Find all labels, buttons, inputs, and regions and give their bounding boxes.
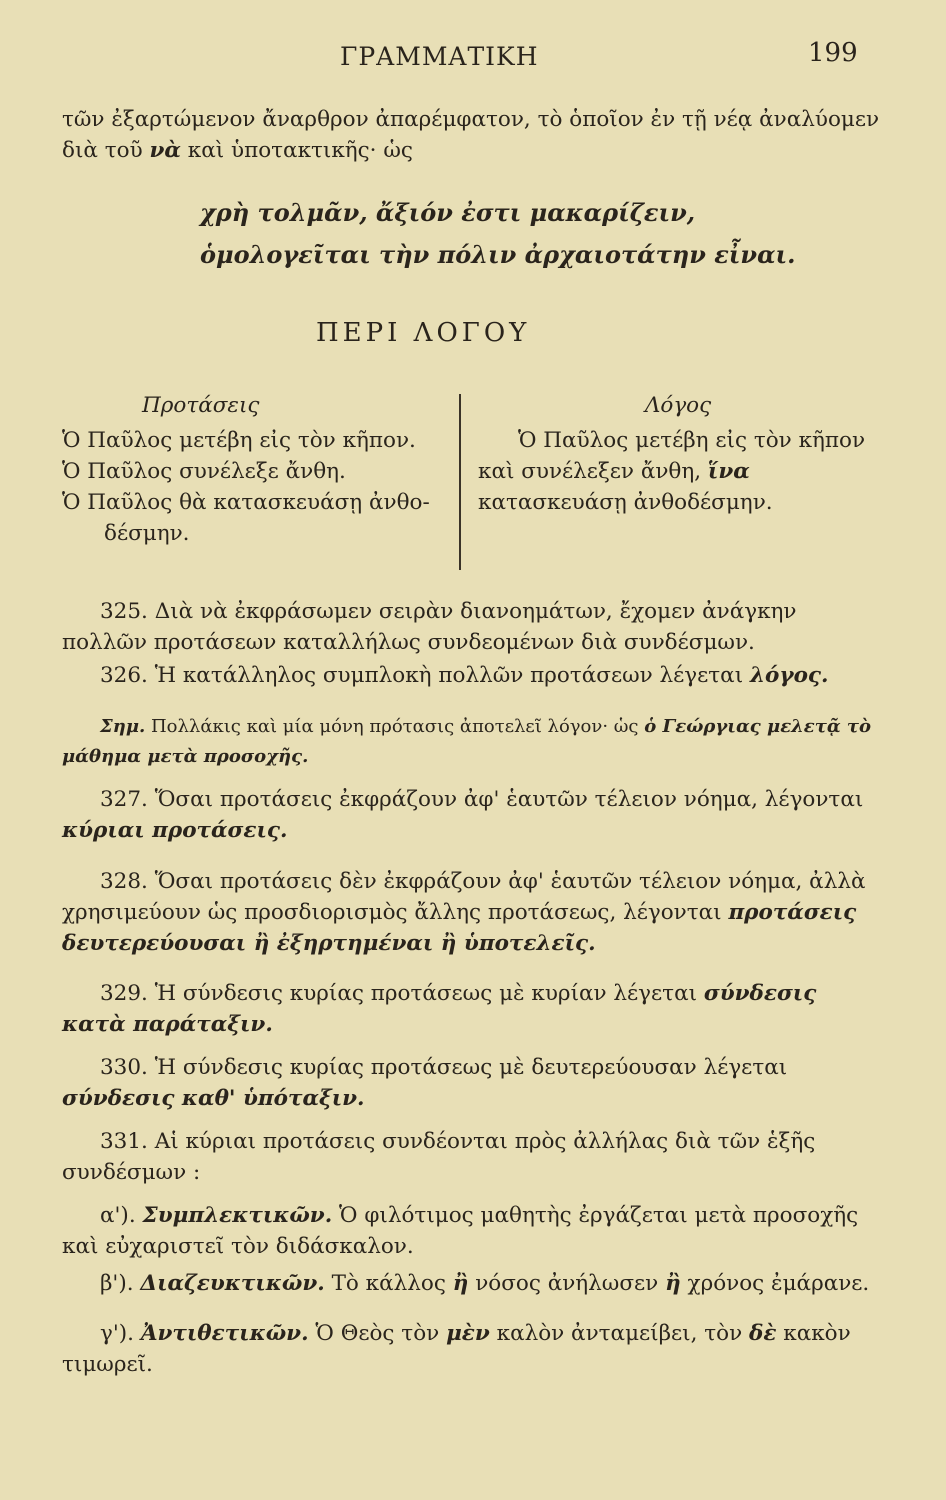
gamma-label: γ'). [100, 1321, 134, 1346]
example-line-2: ὁμολογεῖται τὴν πόλιν ἀρχαιοτάτην εἶναι. [200, 240, 796, 269]
note-label: Σημ. [100, 716, 146, 737]
intro-rest: καὶ ὑποτακτικῆς· ὡς [180, 138, 413, 163]
running-title: ΓΡΑΜΜΑΤΙΚΗ [340, 42, 539, 71]
column-divider [459, 394, 461, 570]
beta-text-1: Τὸ κάλλος [324, 1271, 453, 1296]
gamma-text-3: κακὸν τιμωρεῖ. [62, 1321, 851, 1377]
left-heading: Προτάσεις [142, 393, 260, 418]
p326-term: λόγος. [749, 663, 829, 688]
paragraph-328 [62, 866, 882, 959]
p329-term: σύνδεσις κατὰ παράταξιν. [62, 981, 817, 1037]
intro-text: τῶν ἐξαρτώμενον ἄναρθρον ἀπαρέμφατον, τὸ ὁποῖον ἐν τῇ νέᾳ ἀναλύομεν διὰ τοῦ [62, 107, 880, 163]
p329-text: 329. Ἡ σύνδεσις κυρίας προτάσεως μὲ κυρίαν λέγεται [100, 981, 704, 1006]
gamma-text-1: Ὁ Θεὸς τὸν [308, 1321, 447, 1346]
beta-eta-2: ἢ [665, 1271, 681, 1296]
paragraph-329 [62, 978, 882, 1040]
paragraph-326 [62, 660, 882, 691]
gamma-de: δὲ [749, 1321, 777, 1346]
beta-term: Διαζευκτικῶν. [140, 1271, 325, 1296]
gamma-men: μὲν [446, 1321, 490, 1346]
note-paragraph [62, 712, 882, 772]
beta-text-2: νόσος ἀνήλωσεν [468, 1271, 666, 1296]
p328-text: 328. Ὅσαι προτάσεις δὲν ἐκφράζουν ἀφ' ἑαυτῶν τέλειον νόημα, ἀλλὰ χρησιμεύουν ὡς προσδιορισμὸς ἄλλης προτάσεως, λέγονται [62, 869, 866, 925]
section-title: ΠΕΡΙ ΛΟΓΟΥ [316, 318, 531, 348]
table-left-column [62, 390, 454, 549]
item-beta [62, 1268, 882, 1299]
alpha-label: α'). [100, 1203, 136, 1228]
gamma-term: Ἀντιθετικῶν. [140, 1321, 309, 1346]
running-head [0, 38, 946, 78]
beta-text-3: χρόνος ἐμάρανε. [680, 1271, 870, 1296]
example-line-1: χρὴ τολμᾶν, ἄξιόν ἐστι μακαρίζειν, [200, 198, 696, 227]
note-text: Πολλάκις καὶ μία μόνη πρότασις ἀποτελεῖ λόγον· ὡς [145, 716, 645, 737]
paragraph-327 [62, 784, 882, 846]
left-line-4: δέσμην. [104, 521, 190, 546]
gamma-text-2: καλὸν ἀνταμείβει, τὸν [489, 1321, 750, 1346]
table-right-column [478, 390, 878, 518]
right-text-main: Ὁ Παῦλος μετέβη εἰς τὸν κῆπον καὶ συνέλεξεν ἄνθη, [478, 428, 866, 484]
p327-text: 327. Ὅσαι προτάσεις ἐκφράζουν ἀφ' ἑαυτῶν τέλειον νόημα, λέγονται [100, 787, 864, 812]
paragraph-330 [62, 1052, 882, 1114]
right-text [478, 425, 878, 518]
item-alpha [62, 1200, 882, 1262]
note-example: ὁ Γεώργιας μελετᾷ τὸ μάθημα μετὰ προσοχῆς. [62, 716, 872, 767]
left-line-2: Ὁ Παῦλος συνέλεξε ἄνθη. [62, 459, 346, 484]
alpha-text: Ὁ φιλότιμος μαθητὴς ἐργάζεται μετὰ προσοχῆς καὶ εὐχαριστεῖ τὸν διδάσκαλον. [62, 1203, 859, 1259]
left-line-3: Ὁ Παῦλος θὰ κατασκευάσῃ ἀνθο- [62, 490, 430, 515]
paragraph-325: 325. Διὰ νὰ ἐκφράσωμεν σειρὰν διανοημάτων, ἔχομεν ἀνάγκην πολλῶν προτάσεων καταλλήλως συνδεομένων διὰ συνδέσμων. [62, 599, 797, 655]
right-ina: ἵνα [707, 459, 750, 484]
right-text-rest: κατασκευάσῃ ἀνθοδέσμην. [478, 490, 773, 515]
p330-term: σύνδεσις καθ' ὑπόταξιν. [62, 1086, 365, 1111]
p327-term: κύριαι προτάσεις. [62, 818, 288, 843]
intro-paragraph [62, 104, 882, 166]
examples-block [200, 192, 796, 276]
alpha-term: Συμπλεκτικῶν. [142, 1203, 333, 1228]
beta-eta-1: ἢ [452, 1271, 469, 1296]
left-line-1: Ὁ Παῦλος μετέβη εἰς τὸν κῆπον. [62, 428, 416, 453]
p328-term: προτάσεις δευτερεύουσαι ἢ ἐξηρτημέναι ἢ ὑποτελεῖς. [62, 900, 857, 956]
p330-text: 330. Ἡ σύνδεσις κυρίας προτάσεως μὲ δευτερεύουσαν λέγεται [100, 1055, 788, 1080]
p326-text: 326. Ἡ κατάλληλος συμπλοκὴ πολλῶν προτάσεων λέγεται [100, 663, 750, 688]
page-number: 199 [808, 38, 858, 68]
right-heading: Λόγος [644, 393, 712, 418]
paragraph-331: 331. Αἱ κύριαι προτάσεις συνδέονται πρὸς ἀλλήλας διὰ τῶν ἑξῆς συνδέσμων : [62, 1129, 816, 1185]
beta-label: β'). [100, 1271, 134, 1296]
intro-na: νὰ [149, 138, 181, 163]
item-gamma [62, 1318, 882, 1380]
